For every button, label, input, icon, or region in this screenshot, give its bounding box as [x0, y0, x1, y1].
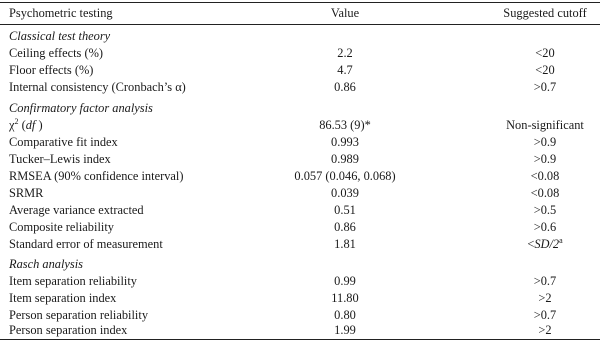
- table-row-sem: [0, 236, 600, 253]
- table-row: [0, 202, 600, 219]
- row-value: 2.2: [337, 46, 353, 60]
- row-cutoff: [500, 236, 590, 253]
- row-cutoff: >2: [538, 323, 552, 337]
- row-cutoff: <0.08: [530, 169, 560, 183]
- row-measure: Standard error of measurement: [9, 237, 163, 251]
- row-value: 0.057 (0.046, 0.068): [294, 169, 396, 183]
- row-cutoff: <20: [535, 46, 555, 60]
- bottom-rule: [0, 339, 600, 340]
- row-measure: Item separation reliability: [9, 274, 137, 288]
- table-row: [0, 168, 600, 185]
- table-row: [0, 290, 600, 307]
- chi-close: ): [35, 118, 43, 132]
- footnote-marker: a: [559, 236, 563, 245]
- row-measure: [9, 117, 43, 134]
- table-row: [0, 273, 600, 290]
- row-cutoff: >0.7: [533, 308, 557, 322]
- table-row: [0, 79, 600, 96]
- chi-symbol: χ: [9, 118, 15, 132]
- table-row: [0, 134, 600, 151]
- header-cutoff: Suggested cutoff: [503, 6, 587, 20]
- table-row: [0, 185, 600, 202]
- row-value: 0.86: [334, 80, 356, 94]
- row-cutoff: >0.7: [533, 80, 557, 94]
- row-measure: Item separation index: [9, 291, 117, 305]
- row-measure: Comparative fit index: [9, 135, 118, 149]
- row-cutoff: >0.9: [533, 152, 557, 166]
- table-row: [0, 62, 600, 79]
- table-row: [0, 322, 600, 339]
- top-rule: [0, 2, 600, 3]
- chi-open: (: [18, 118, 26, 132]
- row-cutoff: Non-significant: [506, 118, 584, 132]
- row-cutoff: <0.08: [530, 186, 560, 200]
- table-row-chi-square: [0, 117, 600, 134]
- sem-cutoff-sd: SD: [534, 237, 550, 251]
- chi-exponent: 2: [14, 117, 19, 126]
- row-value: 4.7: [337, 63, 353, 77]
- row-measure: Ceiling effects (%): [9, 46, 104, 60]
- section-title: Confirmatory factor analysis: [9, 101, 153, 115]
- header-measure: Psychometric testing: [9, 6, 113, 20]
- row-measure: Person separation reliability: [9, 308, 149, 322]
- table-row: [0, 151, 600, 168]
- row-measure: Internal consistency (Cronbach’s α): [9, 80, 186, 94]
- row-measure: Average variance extracted: [9, 203, 144, 217]
- row-cutoff: >0.7: [533, 274, 557, 288]
- row-cutoff: >0.5: [533, 203, 557, 217]
- section-heading-cfa: [0, 100, 600, 117]
- section-heading-classical: [0, 28, 600, 45]
- row-measure: Floor effects (%): [9, 63, 94, 77]
- row-value: 0.993: [331, 135, 359, 149]
- sem-cutoff-div: /2: [549, 237, 560, 251]
- row-cutoff: >0.6: [533, 220, 557, 234]
- row-value: 0.80: [334, 308, 356, 322]
- table-row: [0, 219, 600, 236]
- section-title: Classical test theory: [9, 29, 111, 43]
- row-value: 0.86: [334, 220, 356, 234]
- row-value: 11.80: [331, 291, 359, 305]
- row-measure: RMSEA (90% confidence interval): [9, 169, 184, 183]
- header-row: [0, 5, 600, 22]
- section-heading-rasch: [0, 256, 600, 273]
- sem-cutoff-lt: <: [527, 237, 535, 251]
- row-cutoff: >2: [538, 291, 552, 305]
- row-value: 0.51: [334, 203, 356, 217]
- row-measure: Person separation index: [9, 323, 128, 337]
- row-cutoff: <20: [535, 63, 555, 77]
- row-cutoff: >0.9: [533, 135, 557, 149]
- row-value: 1.81: [334, 237, 356, 251]
- section-title: Rasch analysis: [9, 257, 83, 271]
- row-value: 0.99: [334, 274, 356, 288]
- row-value: 1.99: [334, 323, 356, 337]
- header-value: Value: [330, 6, 360, 20]
- row-measure: SRMR: [9, 186, 44, 200]
- row-measure: Tucker–Lewis index: [9, 152, 111, 166]
- row-value: 0.989: [331, 152, 359, 166]
- table-row: [0, 45, 600, 62]
- header-rule: [0, 24, 600, 25]
- row-value: 86.53 (9)*: [319, 118, 371, 132]
- row-measure: Composite reliability: [9, 220, 114, 234]
- row-value: 0.039: [331, 186, 359, 200]
- chi-df: df: [25, 118, 36, 132]
